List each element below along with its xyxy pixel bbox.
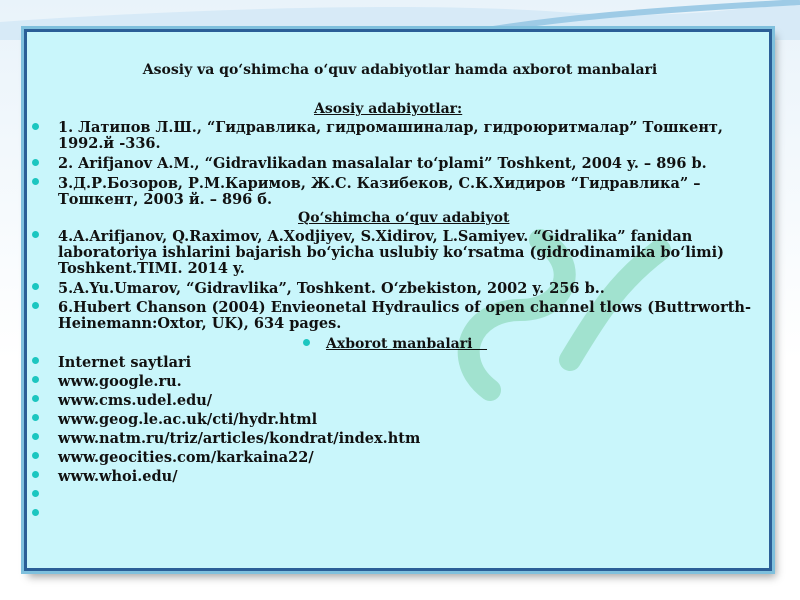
bullet — [32, 302, 39, 309]
extra-item-5: 5.A.Yu.Umarov, “Gidravlika”, Toshkent. O‘zbekiston, 2002 y. 256 b.. — [58, 280, 605, 297]
extra-item-4-line-2: laboratoriya ishlarini bajarish bo‘yicha uslubiy ko‘rsatma (gidrodinamika bo‘limi) — [58, 244, 724, 261]
extra-item-4-line-3: Toshkent.TIMI. 2014 y. — [58, 260, 245, 277]
bullet — [32, 231, 39, 238]
bullet — [32, 452, 39, 459]
extra-literature-heading: Qo‘shimcha o‘quv adabiyot — [298, 210, 510, 226]
main-item-1-line-1: 1. Латипов Л.Ш., “Гидравлика, гидромашиналар, гидроюритмалар” Тошкент, — [58, 119, 723, 136]
main-item-3-line-1: 3.Д.Р.Бозоров, Р.М.Каримов, Ж.С. Казибеков, С.К.Хидиров “Гидравлика” – — [58, 175, 701, 192]
bullet — [32, 414, 39, 421]
info-link-cms-udel[interactable]: www.cms.udel.edu/ — [58, 392, 213, 409]
extra-item-6-line-2: Heinemann:Oxtor, UK), 634 pages. — [58, 315, 342, 332]
info-link-google[interactable]: www.google.ru. — [58, 373, 182, 390]
info-sources-heading: Axborot manbalari — [326, 336, 488, 352]
info-item-internet: Internet saytlari — [58, 354, 192, 371]
extra-item-4-line-1: 4.A.Arifjanov, Q.Raximov, A.Xodjiyev, S.Xidirov, L.Samiyev. “Gidralika” fanidan — [58, 228, 693, 245]
bullet — [32, 376, 39, 383]
bullet — [32, 509, 39, 516]
bullet — [32, 357, 39, 364]
bullet — [32, 283, 39, 290]
bullet — [303, 339, 310, 346]
bullet — [32, 159, 39, 166]
bullet — [32, 123, 39, 130]
info-link-natm[interactable]: www.natm.ru/triz/articles/kondrat/index.htm — [58, 430, 421, 447]
info-link-whoi[interactable]: www.whoi.edu/ — [58, 468, 178, 485]
bullet — [32, 471, 39, 478]
info-link-geocities[interactable]: www.geocities.com/karkaina22/ — [58, 449, 314, 466]
info-link-geog[interactable]: www.geog.le.ac.uk/cti/hydr.html — [58, 411, 318, 428]
main-item-3-line-2: Тошкент, 2003 й. – 896 б. — [58, 191, 273, 208]
extra-item-6-line-1: 6.Hubert Chanson (2004) Envieonetal Hydraulics of open channel tlows (Buttrworth- — [58, 299, 751, 316]
page-title: Asosiy va qo‘shimcha o‘quv adabiyotlar hamda axborot manbalari — [142, 62, 658, 78]
main-item-2: 2. Arifjanov A.M., “Gidravlikadan masalalar to‘plami” Toshkent, 2004 y. – 896 b. — [58, 155, 707, 172]
bullet — [32, 433, 39, 440]
main-literature-heading: Asosiy adabiyotlar: — [314, 101, 463, 117]
bullet — [32, 178, 39, 185]
bullet — [32, 395, 39, 402]
bullet — [32, 490, 39, 497]
main-item-1-line-2: 1992.й -336. — [58, 135, 161, 152]
